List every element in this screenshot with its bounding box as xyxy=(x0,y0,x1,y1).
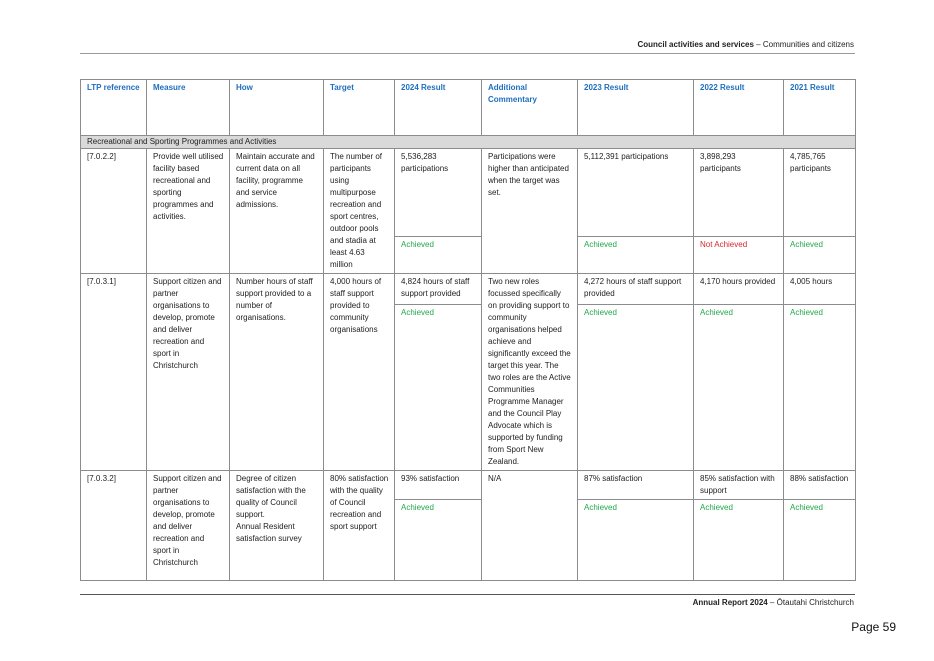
page-number: Page 59 xyxy=(851,620,896,634)
cell-2021-result: 4,005 hours xyxy=(784,274,856,305)
cell-2024-result: 4,824 hours of staff support provided xyxy=(395,274,482,305)
column-header-target: Target xyxy=(324,80,395,136)
cell-2022-result: 3,898,293 participants xyxy=(694,149,784,237)
footer-divider xyxy=(80,594,855,595)
header-section-title: Council activities and services xyxy=(637,40,754,49)
cell-measure: Provide well utilised facility based recreational and sporting programmes and activities. xyxy=(147,149,230,274)
performance-table xyxy=(80,79,856,581)
header-subtitle: – Communities and citizens xyxy=(753,40,854,49)
how-text: Degree of citizen satisfaction with the quality of Council support. xyxy=(236,474,306,519)
cell-ltp-reference: [7.0.3.2] xyxy=(81,471,147,581)
column-header-how: How xyxy=(230,80,324,136)
cell-2021-result: 4,785,765 participants xyxy=(784,149,856,237)
column-header-2022-result: 2022 Result xyxy=(694,80,784,136)
cell-2024-result: 5,536,283 participations xyxy=(395,149,482,237)
cell-target: The number of participants using multipurpose recreation and sport centres, outdoor pools and stadia at least 4.63 million xyxy=(324,149,395,274)
status-2021: Achieved xyxy=(784,236,856,273)
status-2024: Achieved xyxy=(395,236,482,273)
cell-2023-result: 5,112,391 participations xyxy=(578,149,694,237)
cell-measure: Support citizen and partner organisations to develop, promote and deliver recreation and sport in Christchurch xyxy=(147,274,230,471)
table-row xyxy=(81,471,856,500)
header-divider xyxy=(80,53,855,54)
section-row xyxy=(81,136,856,149)
cell-how: Number hours of staff support provided to a number of organisations. xyxy=(230,274,324,471)
page-header xyxy=(637,40,854,49)
column-header-2024-result: 2024 Result xyxy=(395,80,482,136)
cell-target: 80% satisfaction with the quality of Council recreation and sport support xyxy=(324,471,395,581)
column-header-additional-commentary: Additional Commentary xyxy=(482,80,578,136)
status-2023: Achieved xyxy=(578,500,694,581)
status-2024: Achieved xyxy=(395,500,482,581)
cell-ltp-reference: [7.0.2.2] xyxy=(81,149,147,274)
cell-how: Maintain accurate and current data on all facility, programme and service admissions. xyxy=(230,149,324,274)
table-header-row xyxy=(81,80,856,136)
column-header-2021-result: 2021 Result xyxy=(784,80,856,136)
status-2022: Achieved xyxy=(694,304,784,470)
cell-measure: Support citizen and partner organisations to develop, promote and deliver recreation and sport in Christchurch xyxy=(147,471,230,581)
status-2021: Achieved xyxy=(784,500,856,581)
status-2024: Achieved xyxy=(395,304,482,470)
status-2022: Achieved xyxy=(694,500,784,581)
status-2022: Not Achieved xyxy=(694,236,784,273)
cell-commentary: Participations were higher than anticipated when the target was set. xyxy=(482,149,578,274)
cell-ltp-reference: [7.0.3.1] xyxy=(81,274,147,471)
cell-2023-result: 4,272 hours of staff support provided xyxy=(578,274,694,305)
status-2023: Achieved xyxy=(578,304,694,470)
page-footer xyxy=(693,598,854,607)
cell-commentary: Two new roles focussed specifically on providing support to community organisations helped achieve and significantly exceed the target this year. The two roles are the Active Communities Programme Manager and the Council Play Advocate which is supported by funding from Sport New Zealand. xyxy=(482,274,578,471)
column-header-2023-result: 2023 Result xyxy=(578,80,694,136)
column-header-ltp-reference: LTP reference xyxy=(81,80,147,136)
cell-commentary: N/A xyxy=(482,471,578,581)
how-method: Annual Resident satisfaction survey xyxy=(236,522,302,543)
section-title: Recreational and Sporting Programmes and Activities xyxy=(81,136,856,149)
status-2021: Achieved xyxy=(784,304,856,470)
cell-2023-result: 87% satisfaction xyxy=(578,471,694,500)
cell-2022-result: 85% satisfaction with support xyxy=(694,471,784,500)
table-row xyxy=(81,149,856,237)
cell-2021-result: 88% satisfaction xyxy=(784,471,856,500)
cell-2022-result: 4,170 hours provided xyxy=(694,274,784,305)
status-2023: Achieved xyxy=(578,236,694,273)
table-row xyxy=(81,274,856,305)
footer-report-location: – Ōtautahi Christchurch xyxy=(767,598,854,607)
footer-report-title: Annual Report 2024 xyxy=(692,598,768,607)
cell-2024-result: 93% satisfaction xyxy=(395,471,482,500)
cell-how xyxy=(230,471,324,581)
column-header-measure: Measure xyxy=(147,80,230,136)
cell-target: 4,000 hours of staff support provided to community organisations xyxy=(324,274,395,471)
